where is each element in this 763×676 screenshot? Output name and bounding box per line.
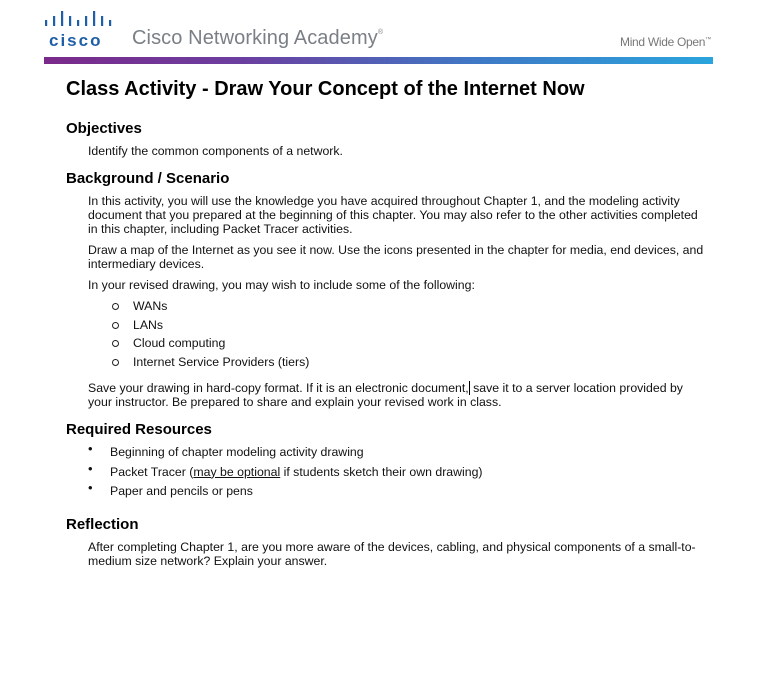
objectives-heading: Objectives (66, 120, 142, 137)
list-item: • Beginning of chapter modeling activity drawing (88, 441, 364, 459)
list-item: Cloud computing (112, 336, 706, 355)
bullet-icon: • (88, 441, 93, 456)
objectives-section (66, 119, 706, 158)
hollow-bullet-icon (112, 303, 119, 310)
page-header (0, 0, 763, 66)
list-item: • Packet Tracer (may be optional if students sketch their own drawing) (88, 460, 483, 479)
tagline: Mind Wide Open™ (620, 35, 711, 49)
header-gradient-bar (44, 57, 713, 64)
resources-heading: Required Resources (66, 421, 212, 438)
hollow-bullet-icon (112, 322, 119, 329)
background-heading: Background / Scenario (66, 170, 230, 187)
cisco-logo (44, 10, 124, 50)
background-para-4: Save your drawing in hard-copy format. If it is an electronic document, save it to a server location provided by your instructor. Be prepared to share and explain your revised work in class. (88, 381, 683, 409)
background-para-2: Draw a map of the Internet as you see it now. Use the icons presented in the chapter for media, end devices, and intermediary devices. (88, 243, 704, 271)
bullet-icon: • (88, 480, 93, 495)
resources-list (88, 441, 706, 504)
reflection-heading: Reflection (66, 515, 139, 533)
academy-name: Cisco Networking Academy® (132, 27, 384, 49)
list-item: WANs (112, 299, 706, 318)
hollow-bullet-icon (112, 340, 119, 347)
cisco-wordmark: cisco (49, 31, 103, 50)
list-item: LANs (112, 318, 706, 337)
background-para-3: In your revised drawing, you may wish to include some of the following: (88, 278, 475, 292)
optional-note: may be optional (193, 464, 281, 479)
resources-section (66, 420, 706, 504)
list-item: Internet Service Providers (tiers) (112, 355, 706, 374)
document-title: Class Activity - Draw Your Concept of the Internet Now (66, 78, 585, 100)
reflection-section (66, 515, 706, 568)
background-para-1: In this activity, you will use the knowledge you have acquired throughout Chapter 1, and the modeling activity document that you prepared at the beginning of this chapter. You may also refer to the other activities completed in this chapter, including Packet Tracer activities. (88, 194, 698, 236)
list-item: • Paper and pencils or pens (88, 480, 253, 498)
include-list (112, 299, 706, 373)
reflection-text: After completing Chapter 1, are you more aware of the devices, cabling, and physical components of a small-to-medium size network? Explain your answer. (88, 539, 696, 568)
cisco-bars-icon (44, 10, 114, 30)
objectives-text: Identify the common components of a network. (88, 144, 343, 158)
document-body (66, 77, 706, 579)
hollow-bullet-icon (112, 359, 119, 366)
background-section (66, 169, 706, 409)
bullet-icon: • (88, 460, 93, 476)
